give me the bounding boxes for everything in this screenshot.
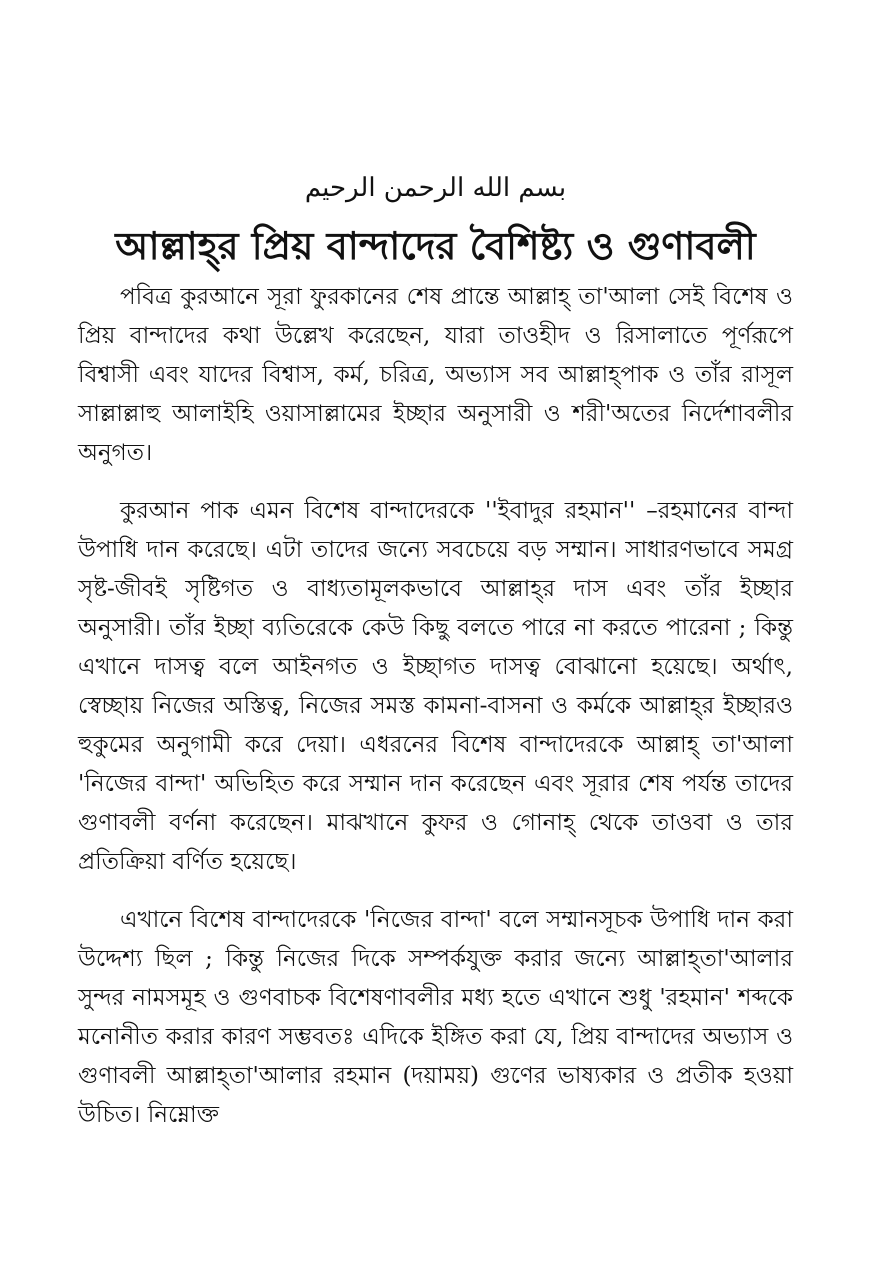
paragraph-1: পবিত্র কুরআনে সূরা ফুরকানের শেষ প্রান্তে আল্লাহ্‌ তা'আলা সেই বিশেষ ও প্রিয় বান্দাদের কথা উল্লেখ করেছেন, যারা তাওহীদ ও রিসালাতে পূর্ণরূপে বিশ্বাসী এবং যাদের বিশ্বাস, কর্ম, চরিত্র, অভ্যাস সব আল্লাহ্‌পাক ও তাঁর রাসূল সাল্লাল্লাহু আলাইহি ওয়াসাল্লামের ইচ্ছার অনুসারী ও শরী'অতের নির্দেশাবলীর অনুগত। [78, 284, 793, 466]
paragraph-2: কুরআন পাক এমন বিশেষ বান্দাদেরকে ''ইবাদুর রহমান'' –রহমানের বান্দা উপাধি দান করেছে। এটা তাদের জন্যে সবচেয়ে বড় সম্মান। সাধারণভাবে সমগ্র সৃষ্ট-জীবই সৃষ্টিগত ও বাধ্যতামূলকভাবে আল্লাহ্‌র দাস এবং তাঁর ইচ্ছার অনুসারী। তাঁর ইচ্ছা ব্যতিরেকে কেউ কিছু বলতে পারে না করতে পারেনা ; কিন্তু এখানে দাসত্ব বলে আইনগত ও ইচ্ছাগত দাসত্ব বোঝানো হয়েছে। অর্থাৎ, স্বেচ্ছায় নিজের অস্তিত্ব, নিজের সমস্ত কামনা-বাসনা ও কর্মকে আল্লাহ্‌র ইচ্ছারও হুকুমের অনুগামী করে দেয়া। এধরনের বিশেষ বান্দাদেরকে আল্লাহ্‌ তা'আলা 'নিজের বান্দা' অভিহিত করে সম্মান দান করেছেন এবং সূরার শেষ পর্যন্ত তাদের গুণাবলী বর্ণনা করেছেন। মাঝখানে কুফর ও গোনাহ্‌ থেকে তাওবা ও তার প্রতিক্রিয়া বর্ণিত হয়েছে। [78, 498, 793, 875]
basmala-heading: بسم الله الرحمن الرحيم [304, 173, 567, 203]
paragraph-3: এখানে বিশেষ বান্দাদেরকে 'নিজের বান্দা' বলে সম্মানসূচক উপাধি দান করা উদ্দেশ্য ছিল ; কিন্তু নিজের দিকে সম্পর্কযুক্ত করার জন্যে আল্লাহ্‌তা'আলার সুন্দর নামসমূহ ও গুণবাচক বিশেষণাবলীর মধ্য হতে এখানে শুধু 'রহমান' শব্দকে মনোনীত করার কারণ সম্ভবতঃ এদিকে ইঙ্গিত করা যে, প্রিয় বান্দাদের অভ্যাস ও গুণাবলী আল্লাহ্‌তা'আলার রহমান (দয়াময়) গুণের ভাষ্যকার ও প্রতীক হওয়া উচিত। নিম্নোক্ত [78, 907, 793, 1128]
document-page [78, 168, 793, 1135]
page-title: আল্লাহ্‌র প্রিয় বান্দাদের বৈশিষ্ট্য ও গুণাবলী [115, 224, 756, 268]
